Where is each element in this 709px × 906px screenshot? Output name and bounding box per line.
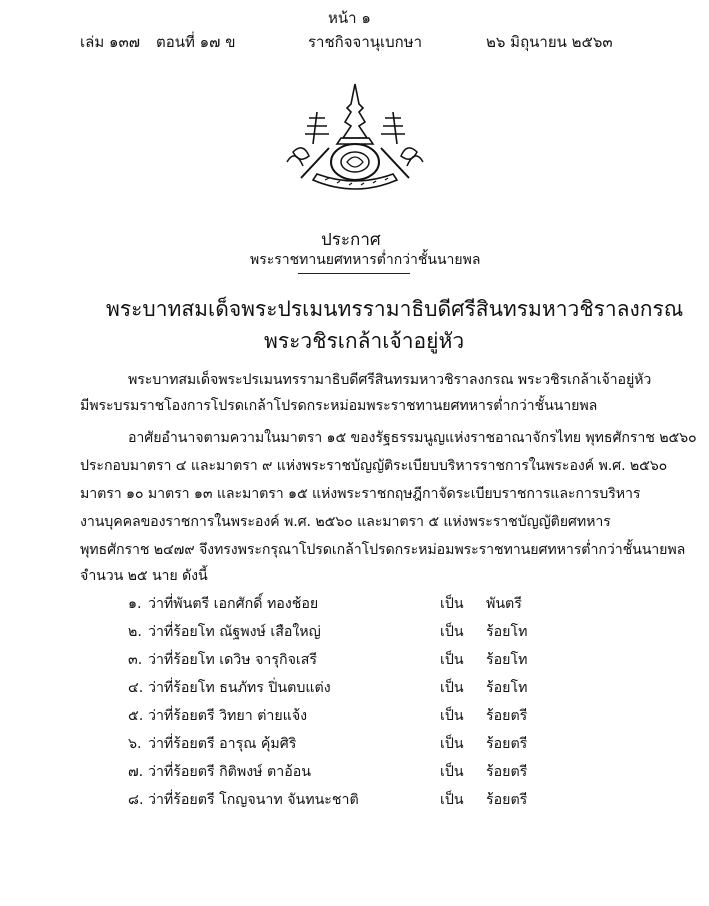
item-rank: ร้อยตรี [486, 736, 528, 752]
item-be: เป็น [440, 764, 464, 780]
item-number: ๗. [128, 764, 144, 780]
body-line: อาศัยอำนาจตามความในมาตรา ๑๕ ของรัฐธรรมนูญแห่งราชอาณาจักรไทย พุทธศักราช ๒๕๖๐ [128, 430, 697, 446]
body-line: ประกอบมาตรา ๔ และมาตรา ๙ แห่งพระราชบัญญัติระเบียบบริหารราชการในพระองค์ พ.ศ. ๒๕๖๐ [80, 458, 668, 474]
volume-label: เล่ม ๑๓๗ [80, 33, 141, 51]
body-line: พุทธศักราช ๒๔๗๙ จึงทรงพระกรุณาโปรดเกล้าโปรดกระหม่อมพระราชทานยศทหารต่ำกว่าชั้นนายพล [80, 542, 686, 558]
item-be: เป็น [440, 596, 464, 612]
item-number: ๒. [128, 624, 142, 640]
body-line: งานบุคคลของราชการในพระองค์ พ.ศ. ๒๕๖๐ และมาตรา ๕ แห่งพระราชบัญญัติยศทหาร [80, 514, 611, 530]
title-divider [298, 273, 410, 274]
item-be: เป็น [440, 680, 464, 696]
announcement-title: ประกาศ [321, 230, 381, 250]
list-item [0, 677, 709, 701]
item-rank: ร้อยตรี [486, 764, 528, 780]
item-number: ๖. [128, 736, 142, 752]
item-rank: ร้อยโท [486, 624, 528, 640]
publish-date: ๒๖ มิถุนายน ๒๕๖๓ [486, 33, 613, 51]
page-number: หน้า ๑ [328, 9, 371, 27]
body-line: พระบาทสมเด็จพระปรเมนทรรามาธิบดีศรีสินทรมหาวชิราลงกรณ พระวชิรเกล้าเจ้าอยู่หัว [128, 372, 652, 388]
king-title-line2: พระวชิรเกล้าเจ้าอยู่หัว [264, 329, 465, 353]
body-line: จำนวน ๒๕ นาย ดังนี้ [80, 568, 208, 584]
list-item [0, 705, 709, 729]
royal-seal-icon [279, 82, 431, 194]
item-be: เป็น [440, 792, 464, 808]
king-title-line1: พระบาทสมเด็จพระปรเมนทรรามาธิบดีศรีสินทรมหาวชิราลงกรณ [106, 297, 684, 321]
item-be: เป็น [440, 652, 464, 668]
body-line: มาตรา ๑๐ มาตรา ๑๓ และมาตรา ๑๕ แห่งพระราชกฤษฎีกาจัดระเบียบราชการและการบริหาร [80, 486, 641, 502]
item-number: ๔. [128, 680, 144, 696]
item-be: เป็น [440, 624, 464, 640]
item-name: ว่าที่พันตรี เอกศักดิ์ ทองช้อย [148, 596, 319, 612]
item-name: ว่าที่ร้อยโท เดวิษ จารุกิจเสรี [148, 652, 318, 668]
list-item [0, 789, 709, 813]
list-item [0, 761, 709, 785]
list-item [0, 733, 709, 757]
item-rank: ร้อยตรี [486, 792, 528, 808]
list-item [0, 649, 709, 673]
list-item [0, 593, 709, 617]
body-line: มีพระบรมราชโองการโปรดเกล้าโปรดกระหม่อมพระราชทานยศทหารต่ำกว่าชั้นนายพล [80, 398, 598, 414]
gazette-name: ราชกิจจานุเบกษา [308, 33, 423, 51]
item-number: ๑. [128, 596, 142, 612]
item-number: ๘. [128, 792, 144, 808]
announcement-subtitle: พระราชทานยศทหารต่ำกว่าชั้นนายพล [250, 252, 481, 268]
item-be: เป็น [440, 708, 464, 724]
item-number: ๓. [128, 652, 143, 668]
item-number: ๕. [128, 708, 144, 724]
item-rank: ร้อยตรี [486, 708, 528, 724]
item-rank: ร้อยโท [486, 652, 528, 668]
item-name: ว่าที่ร้อยตรี อารุณ คุ้มศิริ [148, 736, 297, 752]
item-name: ว่าที่ร้อยตรี วิทยา ต่ายแจ้ง [148, 708, 308, 724]
item-name: ว่าที่ร้อยโท ณัฐพงษ์ เสือใหญ่ [148, 624, 321, 640]
item-name: ว่าที่ร้อยตรี โกญจนาท จันทนะชาติ [148, 792, 359, 808]
item-rank: ร้อยโท [486, 680, 528, 696]
item-rank: พันตรี [486, 596, 522, 612]
item-name: ว่าที่ร้อยโท ธนภัทร ปิ่นตบแต่ง [148, 680, 331, 696]
section-label: ตอนที่ ๑๗ ข [156, 33, 236, 51]
list-item [0, 621, 709, 645]
item-be: เป็น [440, 736, 464, 752]
item-name: ว่าที่ร้อยตรี กิติพงษ์ ตาอ้อน [148, 764, 311, 780]
